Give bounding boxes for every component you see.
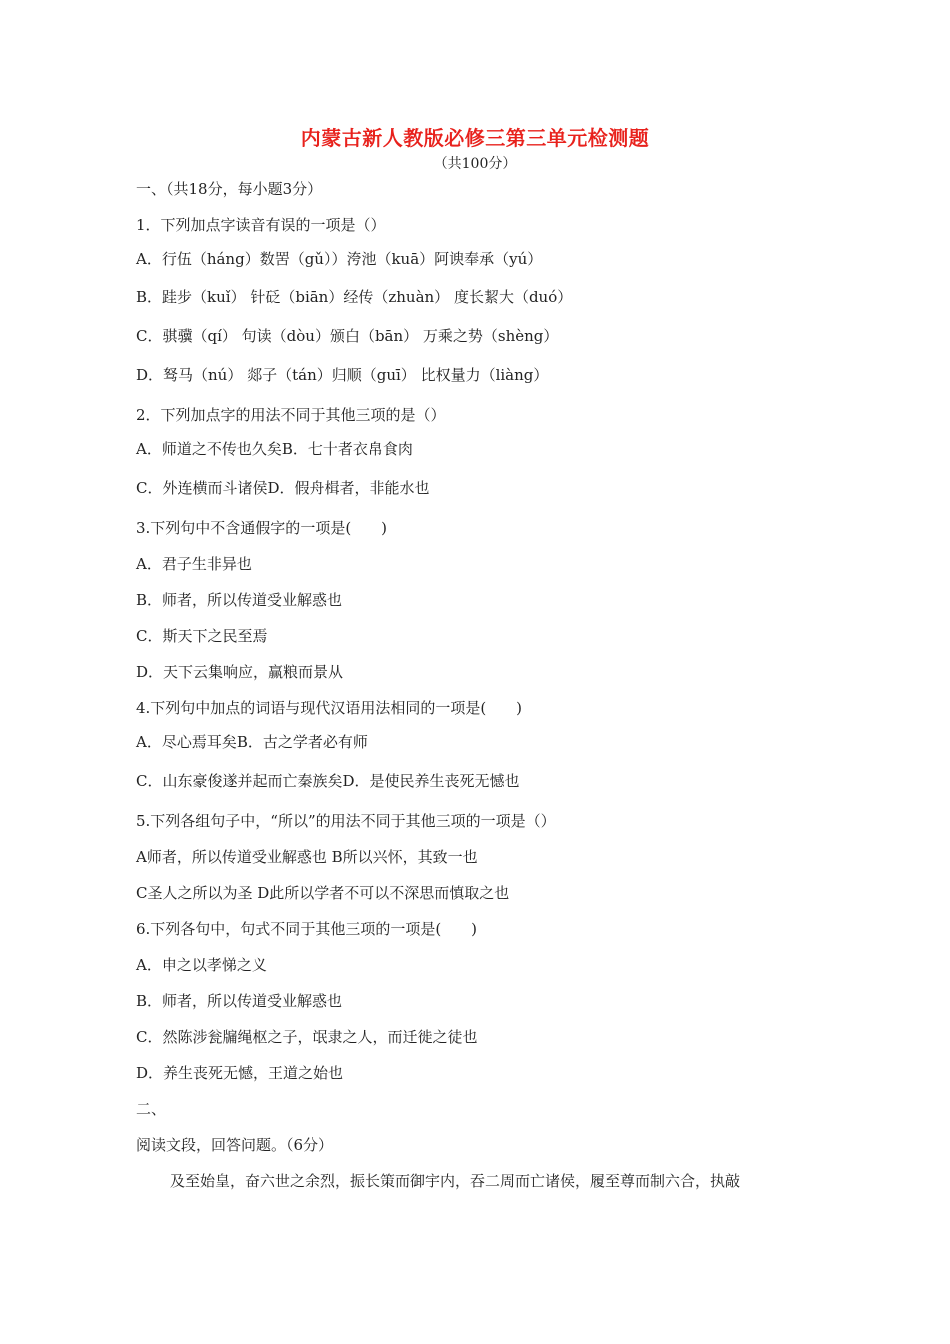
question-6-stem: 6.下列各句中，句式不同于其他三项的一项是( ) [136,920,478,938]
question-3-option-d: D．天下云集响应，赢粮而景从 [136,663,344,681]
section-heading-2: 二、 [136,1100,167,1118]
question-4-options-cd: C．山东豪俊遂并起而亡秦族矣D．是使民养生丧死无憾也 [136,772,520,790]
question-5-options-cd: C圣人之所以为圣 D此所以学者不可以不深思而慎取之也 [136,884,510,902]
reading-passage-line: 及至始皇，奋六世之余烈，振长策而御宇内，吞二周而亡诸侯，履至尊而制六合，执敲 [170,1172,741,1190]
question-6-option-a: A．申之以孝悌之义 [136,956,267,974]
question-3-option-a: A．君子生非异也 [136,555,252,573]
question-2-options-ab: A．师道之不传也久矣B．七十者衣帛食肉 [136,440,413,458]
question-6-option-c: C．然陈涉瓮牖绳枢之子，氓隶之人，而迁徙之徒也 [136,1028,478,1046]
question-6-option-d: D．养生丧死无憾，王道之始也 [136,1064,344,1082]
document-title: 内蒙古新人教版必修三第三单元检测题 [300,126,650,150]
question-1-option-c: C．骐骥（qí） 句读（dòu）颁白（bān） 万乘之势（shèng） [136,327,559,345]
question-4-stem: 4.下列句中加点的词语与现代汉语用法相同的一项是( ) [136,699,523,717]
question-6-option-b: B．师者，所以传道受业解惑也 [136,992,343,1010]
question-2-options-cd: C．外连横而斗诸侯D．假舟楫者，非能水也 [136,479,430,497]
question-3-option-c: C．斯天下之民至焉 [136,627,268,645]
question-3-stem: 3.下列句中不含通假字的一项是( ) [136,519,388,537]
reading-instruction: 阅读文段，回答问题。（6分） [136,1136,334,1154]
question-5-stem: 5.下列各组句子中，“所以”的用法不同于其他三项的一项是（） [136,812,556,830]
question-5-options-ab: A师者，所以传道受业解惑也 B所以兴怀，其致一也 [136,848,478,866]
question-1-option-d: D．驽马（nú） 郯子（tán）归顺（guī） 比权量力（liàng） [136,366,549,384]
question-1-option-b: B．跬步（kuǐ） 针砭（biān）经传（zhuàn） 度长絜大（duó） [136,288,573,306]
document-subtitle: （共100分） [433,156,517,172]
question-4-options-ab: A．尽心焉耳矣B．古之学者必有师 [136,733,368,751]
section-heading-1: 一、（共18分，每小题3分） [136,180,323,198]
question-2-stem: 2．下列加点字的用法不同于其他三项的是（） [136,406,446,424]
question-1-stem: 1．下列加点字读音有误的一项是（） [136,216,386,234]
question-3-option-b: B．师者，所以传道受业解惑也 [136,591,343,609]
question-1-option-a: A．行伍（háng）数罟（gǔ））洿池（kuā）阿谀奉承（yú） [136,250,543,268]
